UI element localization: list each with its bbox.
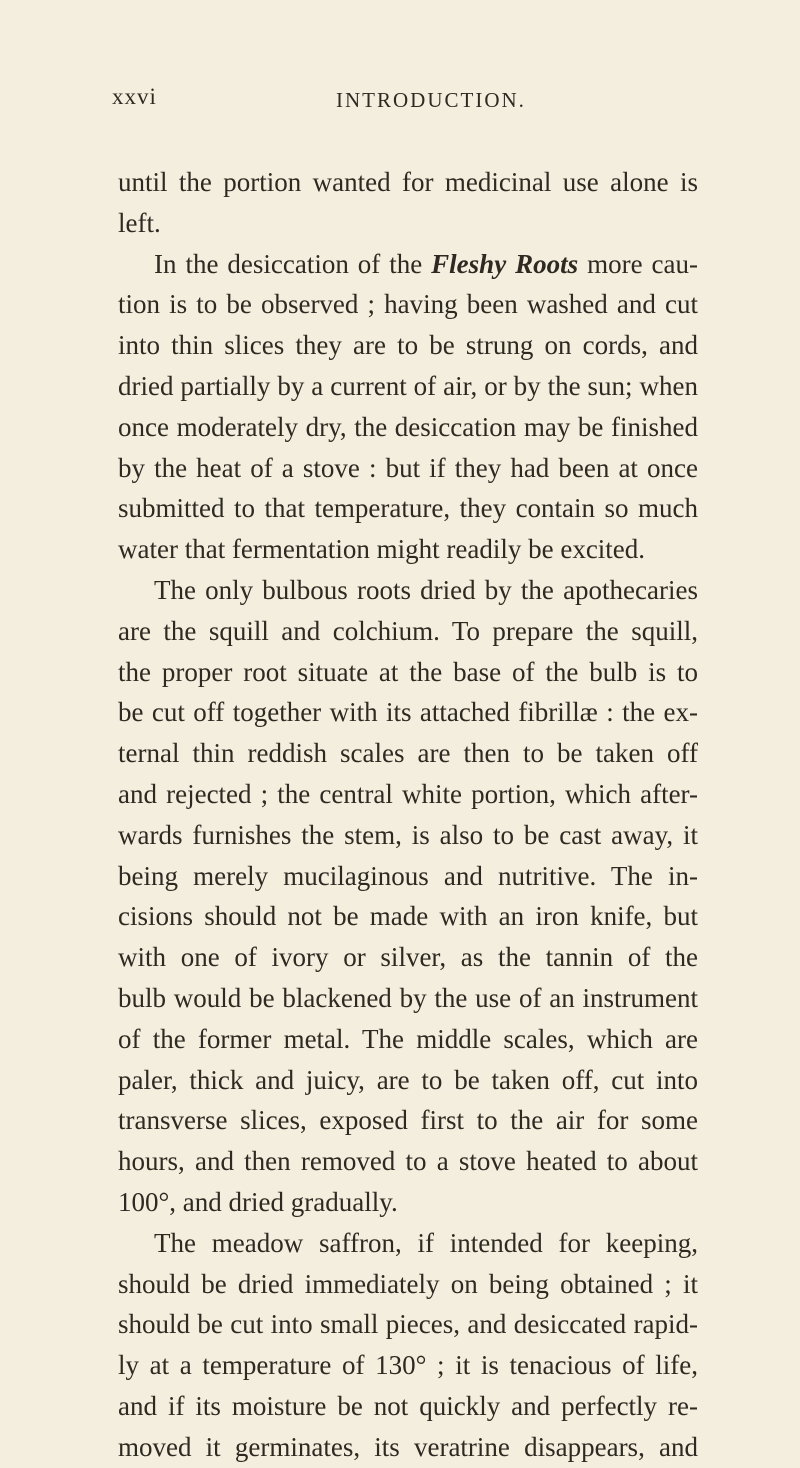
text-line: being merely mucilaginous and nutritive. The in-: [118, 860, 698, 891]
text-line: of the former metal. The middle scales, which are: [118, 1023, 698, 1054]
italic-term: Fleshy Roots: [431, 248, 579, 279]
text-line: left.: [118, 207, 161, 238]
text-line: should be dried immediately on being obtained ; it: [118, 1268, 698, 1299]
text-line: with one of ivory or silver, as the tannin of the: [118, 942, 698, 973]
text-line: water that fermentation might readily be excited.: [118, 534, 646, 565]
text-line: should be cut into small pieces, and desiccated rapid-: [118, 1309, 698, 1340]
text-line: are the squill and colchium. To prepare the squill,: [118, 615, 698, 646]
text-line: [118, 244, 698, 285]
text-line: by the heat of a stove : but if they had been at once: [118, 452, 698, 483]
text-line: bulb would be blackened by the use of an instrument: [118, 982, 698, 1013]
text-line: hours, and then removed to a stove heated to about: [118, 1146, 698, 1177]
page-number: xxvi: [112, 84, 157, 109]
text-line: until the portion wanted for medicinal use alone is: [118, 167, 698, 197]
text-span: more cau-: [587, 248, 698, 279]
text-line: The meadow saffron, if intended for keeping,: [154, 1227, 698, 1258]
text-line: ternal thin reddish scales are then to be taken off: [118, 738, 698, 769]
text-line: the proper root situate at the base of the bulb is to: [118, 656, 698, 687]
text-line: transverse slices, exposed first to the air for some: [118, 1105, 698, 1136]
text-line: once moderately dry, the desiccation may be finished: [118, 411, 698, 442]
text-line: and if its moisture be not quickly and perfectly re-: [118, 1390, 698, 1421]
text-line: moved it germinates, its veratrine disappears, and: [118, 1431, 698, 1462]
running-head: INTRODUCTION.: [336, 88, 526, 112]
text-line: submitted to that temperature, they contain so much: [118, 493, 698, 524]
text-line: ly at a temperature of 130° ; it is tenacious of life,: [118, 1350, 698, 1381]
text-line: dried partially by a current of air, or by the sun; when: [118, 370, 698, 401]
text-line: and rejected ; the central white portion, which after-: [118, 778, 698, 809]
text-line: into thin slices they are to be strung on cords, and: [118, 330, 698, 361]
text-line: wards furnishes the stem, is also to be cast away, it: [118, 819, 698, 850]
text-line: be cut off together with its attached fibrillæ : the ex-: [118, 697, 698, 728]
text-span: In the desiccation of the: [154, 248, 423, 279]
text-line: tion is to be observed ; having been washed and cut: [118, 289, 698, 320]
text-line: paler, thick and juicy, are to be taken off, cut into: [118, 1064, 698, 1095]
text-line: The only bulbous roots dried by the apothecaries: [154, 574, 698, 605]
body-text: [118, 162, 698, 1468]
text-line: cisions should not be made with an iron knife, but: [118, 901, 698, 932]
text-line: 100°, and dried gradually.: [118, 1186, 398, 1217]
